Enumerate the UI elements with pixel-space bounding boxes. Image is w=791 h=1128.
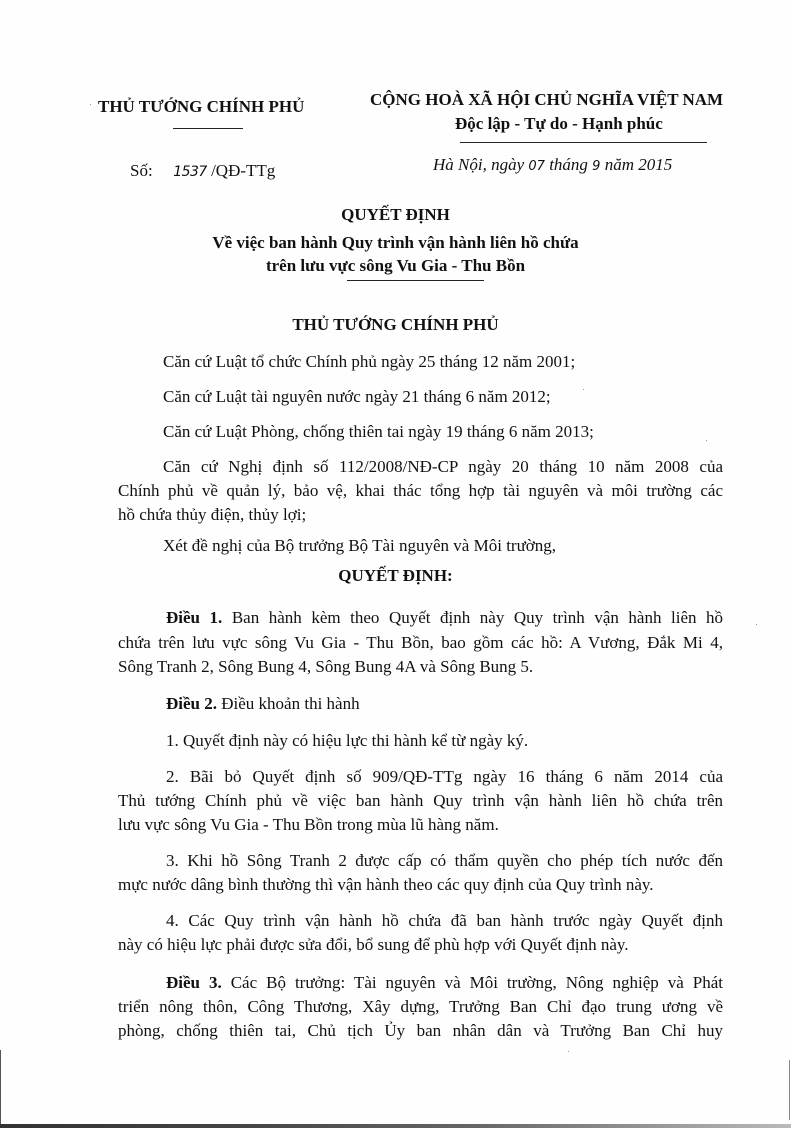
- article-2-label: Điều 2.: [166, 694, 217, 713]
- doc-number-prefix: Số:: [130, 161, 153, 180]
- article-2-clause-4-line-2: này có hiệu lực phải được sửa đổi, bổ sung để phù hợp với Quyết định này.: [118, 935, 629, 954]
- document-title: QUYẾT ĐỊNH: [341, 205, 450, 224]
- article-2-clause-3-line-2: mực nước dâng bình thường thì vận hành theo các quy định của Quy trình này.: [118, 875, 654, 894]
- article-3-line-3: phòng, chống thiên tai, Chủ tịch Ủy ban nhân dân và Trưởng Ban Chỉ huy: [118, 1021, 723, 1040]
- scan-speck: [90, 104, 91, 105]
- date-place-prefix: Hà Nội, ngày: [433, 155, 525, 174]
- scan-speck: [568, 1051, 569, 1052]
- article-2-clause-4-line-1: 4. Các Quy trình vận hành hồ chứa đã ban hành trước ngày Quyết định: [166, 911, 723, 930]
- document-subtitle-line-2: trên lưu vực sông Vu Gia - Thu Bồn: [265, 256, 526, 275]
- document-number: [130, 161, 275, 181]
- article-2-clause-2-line-3: lưu vực sông Vu Gia - Thu Bồn trong mùa lũ hàng năm.: [118, 815, 499, 834]
- article-3-label: Điều 3.: [166, 973, 222, 992]
- scan-edge-right: [789, 1060, 790, 1120]
- document-subtitle-line-1: Về việc ban hành Quy trình vận hành liên hồ chứa: [212, 233, 579, 252]
- authority-heading: THỦ TƯỚNG CHÍNH PHỦ: [292, 315, 499, 334]
- decree-basis-line-3: hồ chứa thủy điện, thủy lợi;: [118, 505, 307, 524]
- date-day: 07: [528, 159, 545, 174]
- issue-date: [433, 155, 672, 175]
- scan-edge-bottom: [0, 1124, 791, 1128]
- legal-basis-2: Căn cứ Luật tài nguyên nước ngày 21 tháng 6 năm 2012;: [163, 387, 551, 406]
- article-3-text-1: Các Bộ trưởng: Tài nguyên và Môi trường, Nông nghiệp và Phát: [230, 973, 724, 992]
- scan-speck: [706, 440, 707, 441]
- decision-heading: QUYẾT ĐỊNH:: [338, 566, 453, 585]
- doc-number-suffix: /QĐ-TTg: [211, 161, 276, 180]
- issuer-name: THỦ TƯỚNG CHÍNH PHỦ: [98, 97, 305, 116]
- issuer-underline: [173, 128, 243, 129]
- date-month: 9: [592, 159, 601, 174]
- article-2-clause-3-line-1: 3. Khi hồ Sông Tranh 2 được cấp có thẩm quyền cho phép tích nước đến: [166, 851, 723, 870]
- article-1-label: Điều 1.: [166, 608, 223, 627]
- article-1-line-1: [166, 608, 723, 628]
- article-3-line-2: triển nông thôn, Công Thương, Xây dựng, Trưởng Ban Chỉ đạo trung ương về: [118, 997, 723, 1016]
- legal-basis-3: Căn cứ Luật Phòng, chống thiên tai ngày 19 tháng 6 năm 2013;: [163, 422, 594, 441]
- date-year: năm 2015: [604, 155, 673, 174]
- scan-speck: [583, 389, 584, 390]
- subtitle-underline: [347, 280, 484, 281]
- motto-underline: [460, 142, 707, 143]
- article-2-title: Điều khoản thi hành: [221, 694, 360, 713]
- decree-basis-line-1: Căn cứ Nghị định số 112/2008/NĐ-CP ngày 20 tháng 10 năm 2008 của: [163, 457, 723, 476]
- article-1-line-3: Sông Tranh 2, Sông Bung 4, Sông Bung 4A và Sông Bung 5.: [118, 657, 534, 676]
- national-motto: Độc lập - Tự do - Hạnh phúc: [455, 114, 663, 133]
- article-2-clause-2-line-1: 2. Bãi bỏ Quyết định số 909/QĐ-TTg ngày 16 tháng 6 năm 2014 của: [166, 767, 723, 786]
- nation-name: CỘNG HOÀ XÃ HỘI CHỦ NGHĨA VIỆT NAM: [370, 90, 724, 109]
- article-2-heading: [166, 694, 360, 714]
- legal-basis-1: Căn cứ Luật tổ chức Chính phủ ngày 25 tháng 12 năm 2001;: [163, 352, 576, 371]
- article-1-text-1: Ban hành kèm theo Quyết định này Quy trình vận hành liên hồ: [231, 608, 724, 627]
- proposal-basis: Xét đề nghị của Bộ trưởng Bộ Tài nguyên và Môi trường,: [163, 536, 557, 555]
- article-3-line-1: [166, 973, 723, 993]
- scan-speck: [756, 624, 757, 625]
- decree-basis-line-2: Chính phủ về quản lý, bảo vệ, khai thác tổng hợp tài nguyên và môi trường các: [118, 481, 723, 500]
- article-2-clause-2-line-2: Thủ tướng Chính phủ về việc ban hành Quy trình vận hành liên hồ chứa trên: [118, 791, 723, 810]
- date-month-label: tháng: [549, 155, 588, 174]
- doc-number-handwritten: 1537: [173, 164, 207, 180]
- article-1-line-2: chứa trên lưu vực sông Vu Gia - Thu Bồn, bao gồm các hồ: A Vương, Đắk Mi 4,: [118, 633, 723, 652]
- article-2-clause-1: 1. Quyết định này có hiệu lực thi hành kể từ ngày ký.: [166, 731, 529, 750]
- scan-edge-left: [0, 1050, 1, 1126]
